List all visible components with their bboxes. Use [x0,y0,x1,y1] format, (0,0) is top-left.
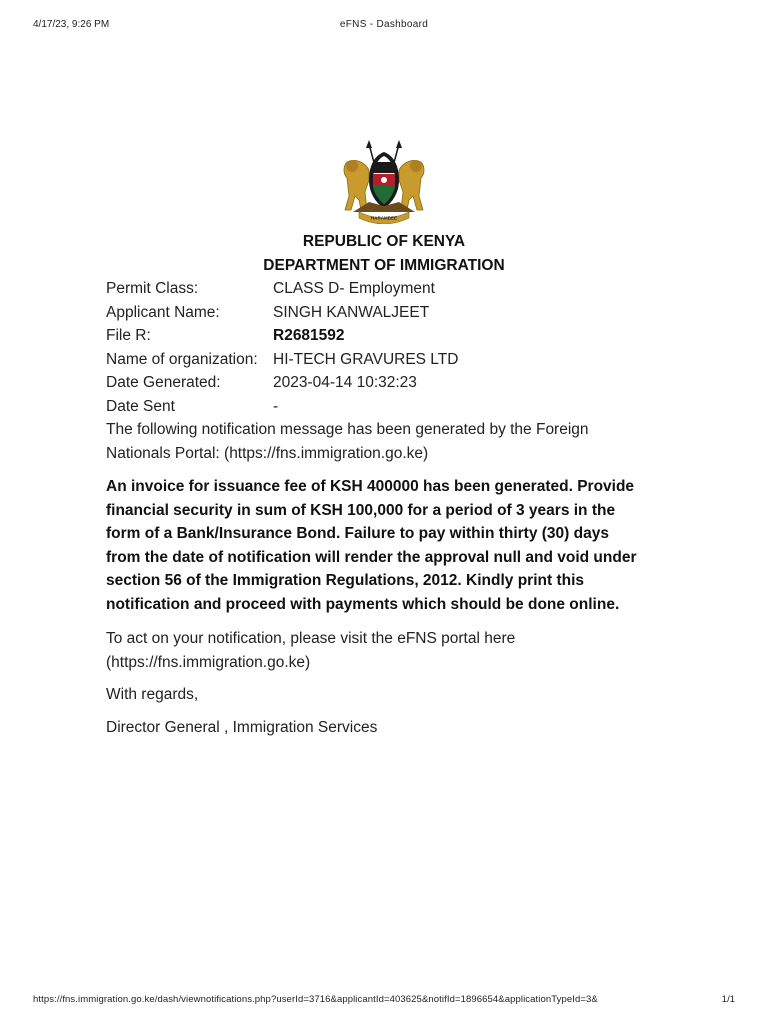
action-paragraph [106,627,666,674]
field-label: Permit Class: [106,280,199,297]
action-line: To act on your notification, please visit the eFNS portal here [106,630,516,647]
signature-text: Director General , Immigration Services [106,719,378,736]
field-organization [106,351,706,373]
field-value: 2023-04-14 10:32:23 [273,374,417,391]
field-label: Name of organization: [106,351,258,368]
svg-text:HARAMBEE: HARAMBEE [370,215,398,221]
field-permit-class [106,280,706,302]
notice-line: An invoice for issuance fee of KSH 400000 has been generated. Provide [106,478,635,495]
field-label: File R: [106,327,151,344]
field-applicant-name [106,304,706,326]
field-file-ref [106,327,706,349]
notice-line: section 56 of the Immigration Regulations, 2012. Kindly print this [106,572,584,590]
notice-line: notification and proceed with payments which should be done online. [106,595,620,613]
print-page-title: eFNS - Dashboard [339,19,429,30]
field-value: HI-TECH GRAVURES LTD [273,351,459,368]
heading-republic: REPUBLIC OF KENYA [302,233,466,250]
field-value: CLASS D- Employment [273,280,435,297]
field-label: Applicant Name: [106,304,220,321]
notice-paragraph [106,475,666,617]
action-line: (https://fns.immigration.go.ke) [106,653,311,671]
field-value: SINGH KANWALJEET [273,304,430,321]
notice-line: form of a Bank/Insurance Bond. Failure to pay within thirty (30) days [106,525,609,543]
notice-line: from the date of notification will render the approval null and void under [106,548,637,566]
intro-line: The following notification message has been generated by the Foreign [106,421,589,438]
field-value: R2681592 [273,327,345,344]
field-label: Date Sent [106,398,175,415]
print-header [0,19,768,31]
field-label: Date Generated: [106,374,221,391]
notice-line: financial security in sum of KSH 100,000 for a period of 3 years in the [106,501,616,519]
field-date-generated [106,374,706,396]
page-number: 1/1 [721,994,735,1005]
intro-line: Nationals Portal: (https://fns.immigration.go.ke) [106,444,429,462]
regards-text: With regards, [106,686,199,703]
kenya-coat-of-arms-icon [339,140,429,224]
field-value: - [273,398,279,415]
heading-department: DEPARTMENT OF IMMIGRATION [263,257,505,274]
print-datetime: 4/17/23, 9:26 PM [33,19,110,30]
intro-paragraph [106,418,666,465]
print-url: https://fns.immigration.go.ke/dash/viewnotifications.php?userId=3716&applicantId=403625&notifId=1896654&applicationTypeId=3& [33,994,598,1005]
field-date-sent [106,398,706,420]
